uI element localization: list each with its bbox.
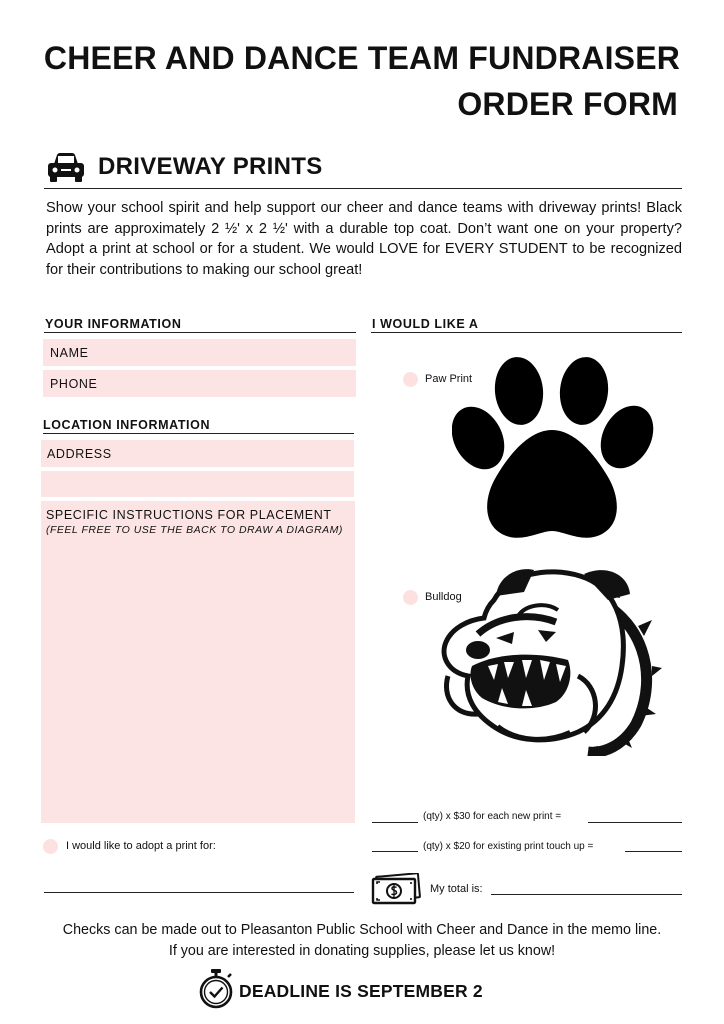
touchup-total-line[interactable] — [625, 851, 682, 852]
title-line-1: CHEER AND DANCE TEAM FUNDRAISER — [43, 40, 681, 76]
car-icon — [46, 150, 86, 184]
paw-print-checkbox[interactable] — [403, 372, 418, 387]
paw-print-label: Paw Print — [425, 373, 473, 385]
intro-paragraph: Show your school spirit and help support our cheer and dance teams with driveway prints! Black prints are approximately 2 ½' x 2 ½' with a durable top coat. Don’t want one on your property? Adopt a print at school or for a student. We would LOVE for EVERY STUDENT to be recognized for their contributions to making our school great! — [46, 200, 682, 278]
name-label: NAME — [50, 346, 89, 360]
placement-instructions-note: (FEEL FREE TO USE THE BACK TO DRAW A DIAGRAM) — [46, 524, 343, 536]
title-line-2: ORDER FORM — [457, 86, 678, 122]
bulldog-icon — [438, 556, 662, 756]
phone-field[interactable] — [43, 370, 356, 397]
checks-line-2: If you are interested in donating supplies, please let us know! — [168, 943, 556, 959]
touchup-price-label: (qty) x $20 for existing print touch up = — [423, 841, 594, 852]
placement-instructions-label: SPECIFIC INSTRUCTIONS FOR PLACEMENT — [46, 508, 332, 522]
location-information-divider — [43, 433, 354, 434]
new-print-price-label: (qty) x $30 for each new print = — [423, 811, 562, 822]
adopt-label: I would like to adopt a print for: — [66, 840, 216, 852]
paw-print-icon — [452, 355, 654, 541]
name-field[interactable] — [43, 339, 356, 366]
order-divider — [371, 332, 682, 333]
adopt-name-line[interactable] — [44, 892, 354, 893]
your-information-heading: YOUR INFORMATION — [45, 317, 182, 331]
your-information-divider — [44, 332, 356, 333]
new-print-total-line[interactable] — [588, 822, 682, 823]
location-information-heading: LOCATION INFORMATION — [43, 418, 211, 432]
total-line[interactable] — [491, 894, 682, 895]
total-label: My total is: — [430, 883, 483, 895]
bulldog-checkbox[interactable] — [403, 590, 418, 605]
adopt-checkbox[interactable] — [43, 839, 58, 854]
address-field[interactable] — [41, 440, 354, 467]
placement-instructions-field[interactable] — [41, 501, 355, 823]
address-line-2-field[interactable] — [41, 471, 354, 497]
phone-label: PHONE — [50, 377, 98, 391]
money-icon — [371, 873, 421, 905]
section-title: DRIVEWAY PRINTS — [98, 153, 323, 180]
stopwatch-icon — [197, 968, 235, 1010]
checks-line-1: Checks can be made out to Pleasanton Public School with Cheer and Dance in the memo line. — [62, 922, 662, 938]
section-divider — [44, 188, 682, 189]
deadline-text: DEADLINE IS SEPTEMBER 2 — [239, 981, 483, 1001]
order-heading: I WOULD LIKE A — [372, 317, 479, 331]
address-label: ADDRESS — [47, 447, 112, 461]
bulldog-label: Bulldog — [425, 591, 462, 603]
touchup-qty-line[interactable] — [372, 851, 418, 852]
new-print-qty-line[interactable] — [372, 822, 418, 823]
